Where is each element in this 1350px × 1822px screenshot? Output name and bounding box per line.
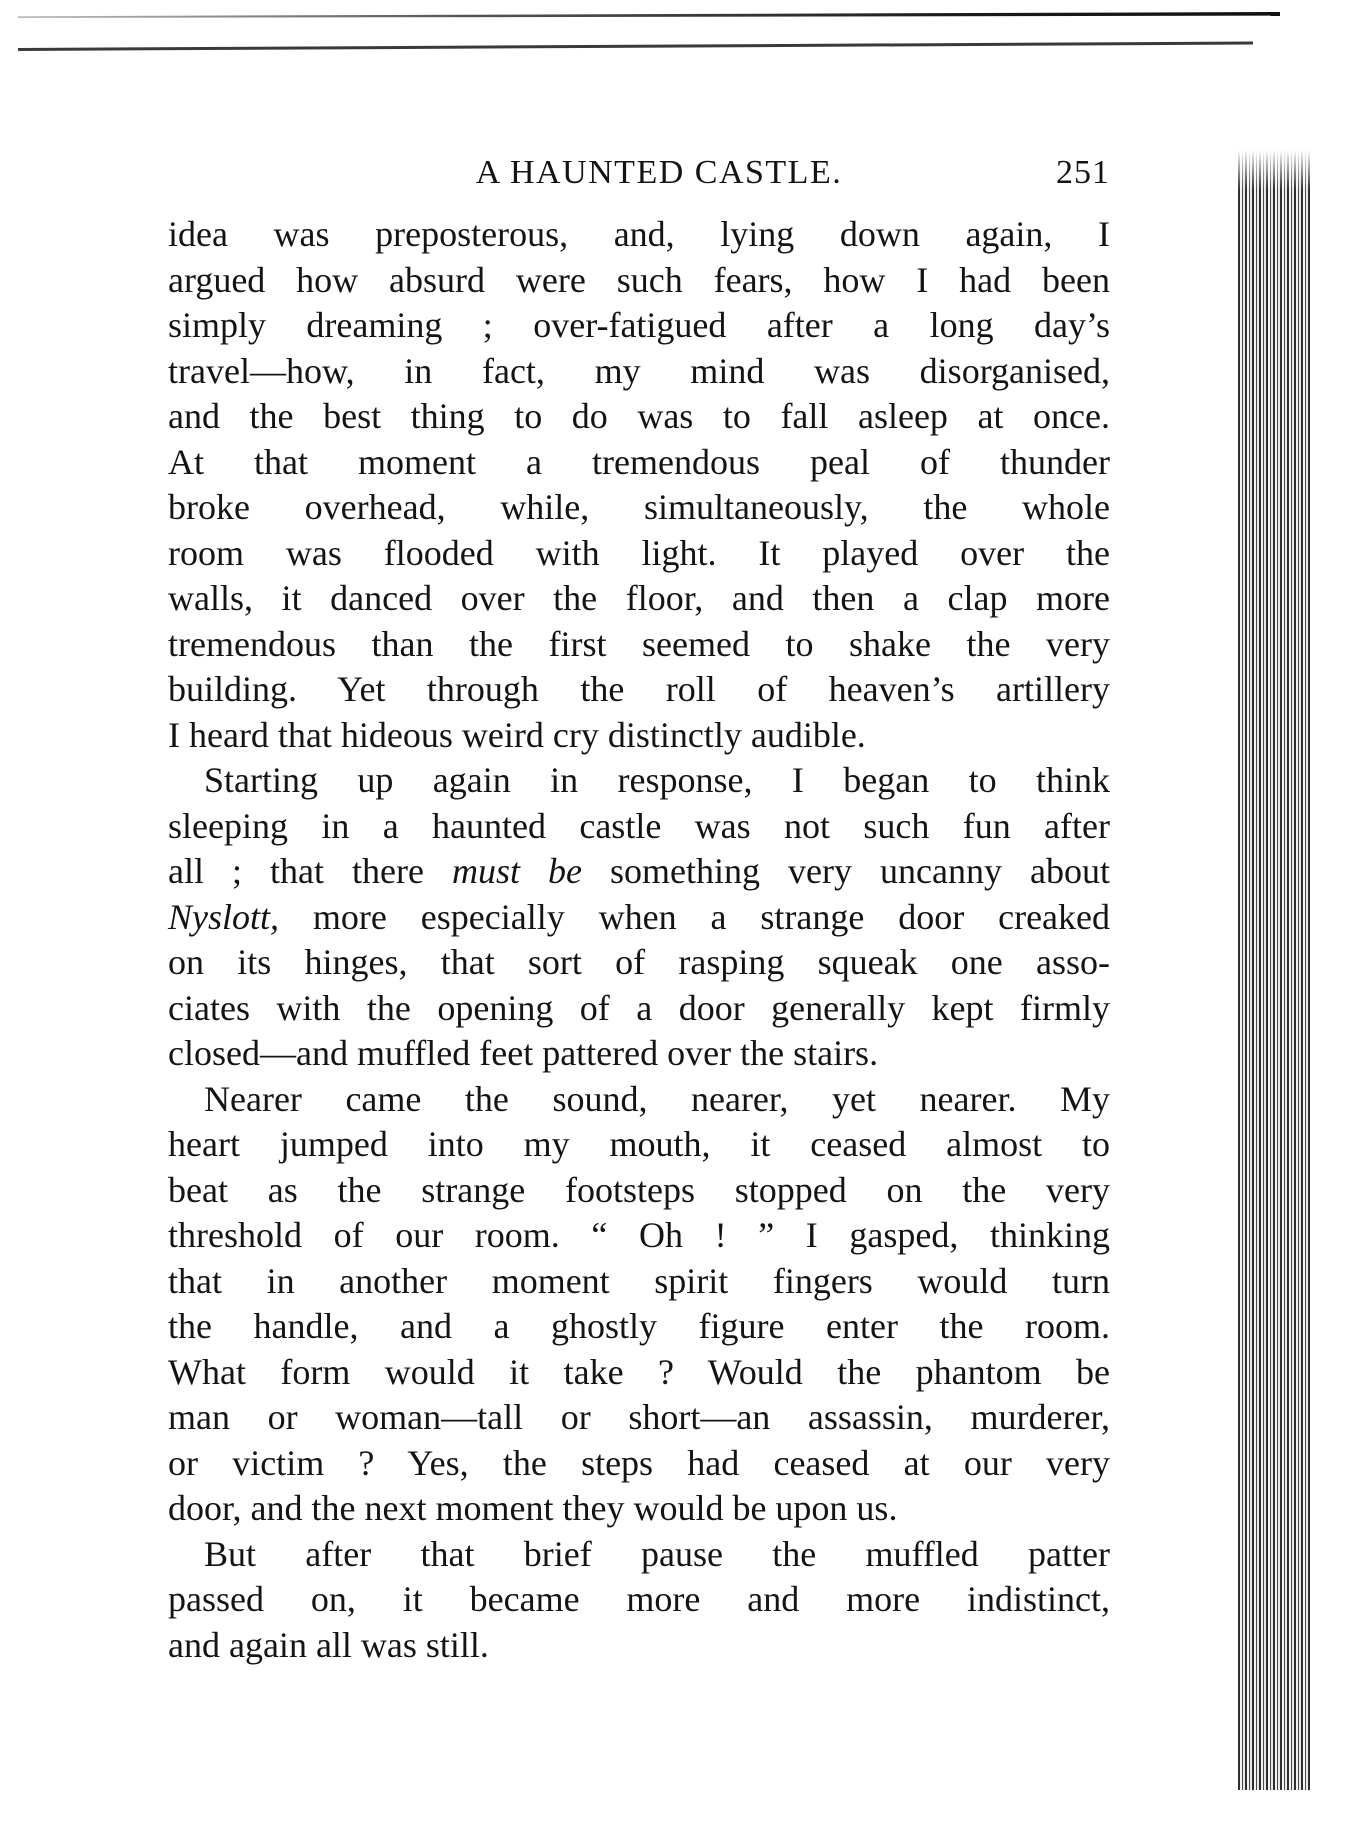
text-line: man or woman—tall or short—an assassin, murderer, (168, 1397, 1110, 1437)
text-line: At that moment a tremendous peal of thunder (168, 441, 1110, 482)
text-segment: more especially when a strange door creaked (279, 896, 1110, 937)
chapter-title: A HAUNTED CASTLE. (475, 154, 843, 191)
italic-text: Nyslott, (168, 896, 280, 937)
text-line (168, 849, 1110, 895)
text-line: I heard that hideous weird cry distinctly audible. (168, 714, 866, 755)
text-line: travel—how, in fact, my mind was disorganised, (168, 350, 1110, 391)
text-line: broke overhead, while, simultaneously, the whole (168, 487, 1110, 527)
text-line: walls, it danced over the floor, and then a clap more (168, 578, 1110, 618)
text-line: beat as the strange footsteps stopped on the very (168, 1169, 1110, 1210)
text-segment: all ; that there (168, 851, 452, 891)
text-line: Nearer came the sound, nearer, yet nearer. My (204, 1078, 1110, 1119)
top-edge-rule (18, 12, 1280, 18)
text-line: on its hinges, that sort of rasping squeak one asso- (168, 942, 1110, 982)
page-body (168, 212, 1110, 1668)
text-line: Starting up again in response, I began to think (204, 760, 1110, 800)
book-binding-edge (1238, 150, 1310, 1790)
text-line: and the best thing to do was to fall asleep at once. (168, 396, 1110, 436)
page-number: 251 (1056, 154, 1110, 191)
top-page-rule (18, 42, 1253, 51)
paragraph-2 (168, 758, 1110, 1077)
text-segment: something very uncanny about (582, 851, 1110, 891)
text-line: tremendous than the first seemed to shake the very (168, 623, 1110, 664)
text-line: that in another moment spirit fingers would turn (168, 1260, 1110, 1301)
text-line: door, and the next moment they would be upon us. (168, 1488, 898, 1528)
paragraph-4 (168, 1532, 1110, 1669)
text-line (168, 895, 1110, 941)
text-line: argued how absurd were such fears, how I had been (168, 259, 1110, 300)
text-line: What form would it take ? Would the phantom be (168, 1351, 1110, 1392)
text-line: closed—and muffled feet pattered over the stairs. (168, 1033, 879, 1073)
paragraph-1 (168, 212, 1110, 758)
italic-text: must be (452, 851, 583, 891)
text-line: But after that brief pause the muffled patter (204, 1533, 1110, 1574)
text-line: heart jumped into my mouth, it ceased almost to (168, 1124, 1110, 1164)
text-line: simply dreaming ; over-fatigued after a long day’s (168, 305, 1110, 345)
text-line: ciates with the opening of a door generally kept firmly (168, 987, 1110, 1028)
text-line: and again all was still. (168, 1624, 489, 1665)
text-line: the handle, and a ghostly figure enter the room. (168, 1306, 1110, 1346)
text-line: sleeping in a haunted castle was not such fun after (168, 805, 1110, 846)
text-line: building. Yet through the roll of heaven’s artillery (168, 669, 1110, 709)
paragraph-3 (168, 1077, 1110, 1532)
text-line: passed on, it became more and more indistinct, (168, 1579, 1110, 1619)
binding-fade (1238, 150, 1310, 190)
text-line: idea was preposterous, and, lying down again, I (168, 214, 1110, 254)
text-line: threshold of our room. “ Oh ! ” I gasped, thinking (168, 1215, 1110, 1255)
running-head (168, 148, 1110, 198)
text-line: room was flooded with light. It played over the (168, 532, 1110, 573)
text-line: or victim ? Yes, the steps had ceased at our very (168, 1442, 1110, 1483)
